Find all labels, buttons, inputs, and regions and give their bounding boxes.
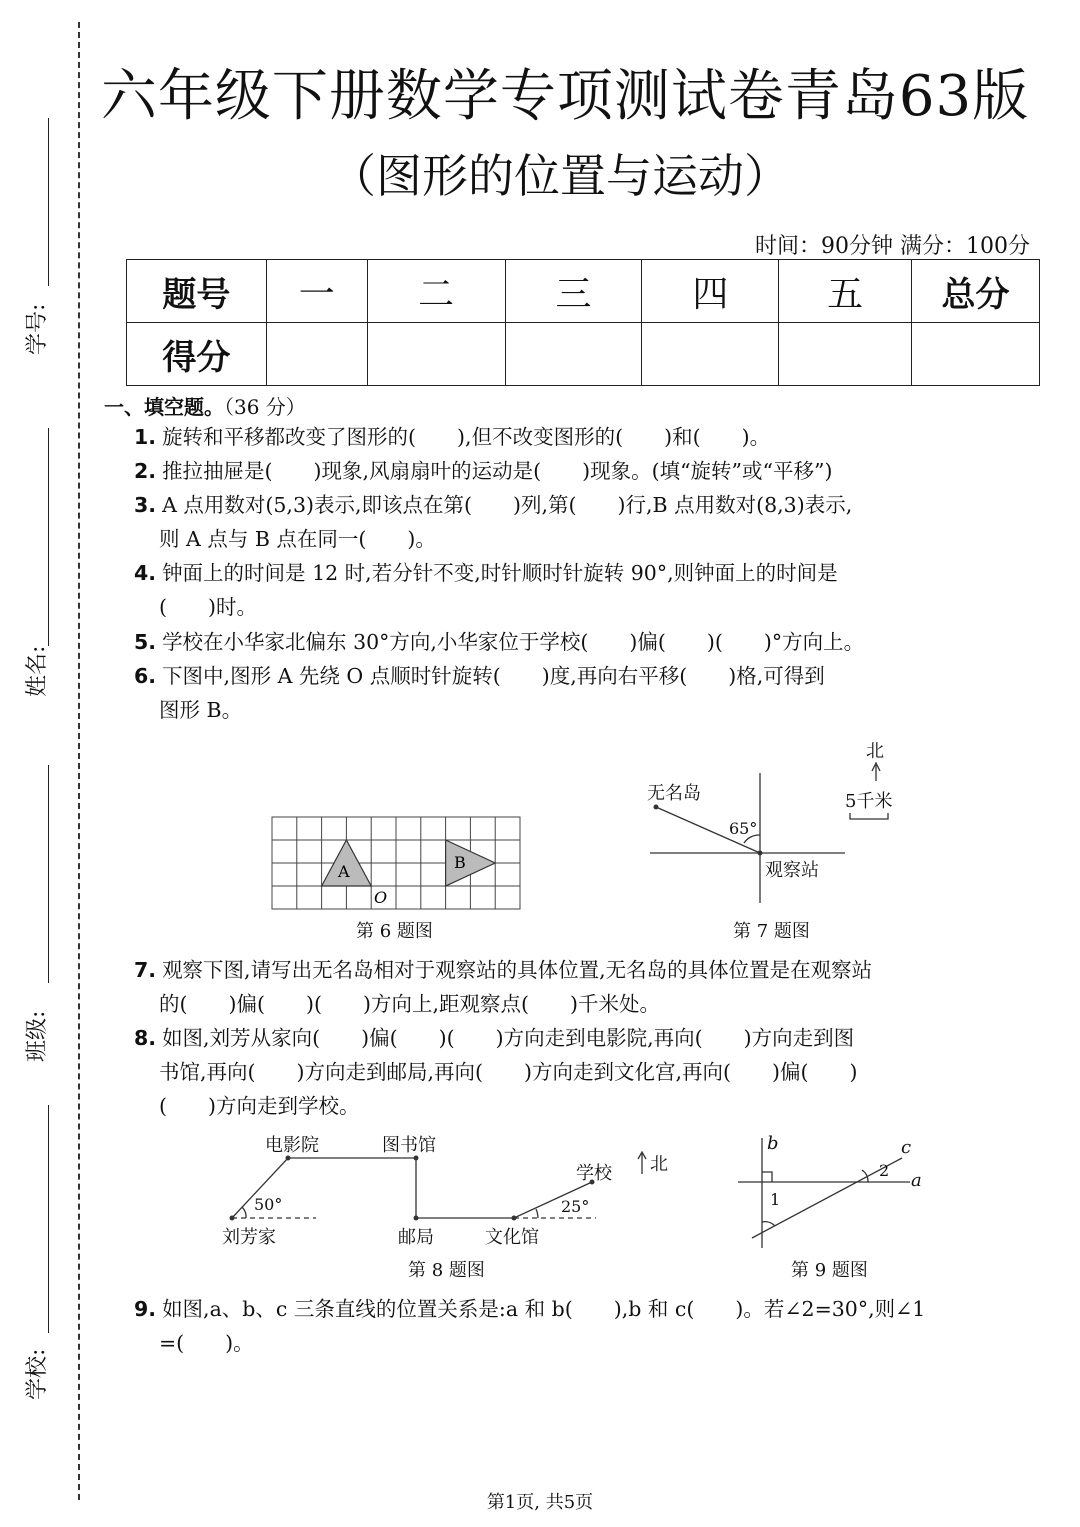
label-line-b: b	[767, 1133, 779, 1154]
cut-line	[78, 22, 80, 1500]
label-angle-2: 2	[879, 1161, 890, 1180]
label-angle-65: 65°	[729, 819, 758, 838]
label-line-a: a	[911, 1170, 922, 1191]
score-table	[126, 259, 1040, 386]
score-table-cell: 二	[367, 260, 505, 323]
page-footer: 第1页, 共5页	[486, 1492, 594, 1513]
label-cinema: 电影院	[265, 1135, 319, 1156]
time-info: 时间：90分钟 满分：100分	[755, 234, 1030, 259]
margin-label-student-id: 学号:	[25, 303, 50, 355]
score-table-cell: 五	[779, 260, 912, 323]
score-table-cell: 总分	[912, 260, 1040, 323]
score-table-cell: 三	[505, 260, 642, 323]
question-2: 2. 推拉抽屉是( )现象,风扇扇叶的运动是( )现象。(填“旋转”或“平移”)	[134, 459, 833, 483]
label-library: 图书馆	[382, 1135, 436, 1156]
margin-line	[48, 428, 49, 646]
label-post-office: 邮局	[398, 1227, 434, 1248]
score-table-score-row	[127, 323, 1040, 386]
label-culture-hall: 文化馆	[485, 1227, 539, 1248]
score-input-cell[interactable]	[505, 323, 642, 386]
figure-6-grid	[270, 815, 522, 911]
label-scale: 5千米	[845, 791, 893, 812]
margin-line	[48, 1105, 49, 1333]
score-table-header-row	[127, 260, 1040, 323]
question-6: 6. 下图中,图形 A 先绕 O 点顺时针旋转( )度,再向右平移( )格,可得到 图形 B。	[134, 664, 825, 722]
figure-6-caption: 第 6 题图	[356, 921, 433, 942]
score-table-cell: 一	[266, 260, 367, 323]
score-input-cell[interactable]	[912, 323, 1040, 386]
label-angle-1: 1	[770, 1190, 781, 1209]
figure-9-caption: 第 9 题图	[791, 1260, 868, 1281]
section-title: 一、填空题。（36 分）	[104, 395, 306, 419]
figure-7-caption: 第 7 题图	[733, 921, 810, 942]
page-title: 六年级下册数学专项测试卷青岛63版	[100, 64, 1030, 129]
margin-label-class: 班级:	[25, 1010, 50, 1062]
figure-9-lines	[730, 1134, 930, 1254]
island-point	[654, 805, 659, 810]
page-subtitle: （图形的位置与运动）	[330, 149, 790, 203]
score-table-cell: 得分	[127, 323, 267, 386]
label-angle-50: 50°	[254, 1195, 283, 1214]
label-station: 观察站	[765, 860, 819, 881]
score-input-cell[interactable]	[779, 323, 912, 386]
question-8: 8. 如图,刘芳从家向( )偏( )( )方向走到电影院,再向( )方向走到图 书馆,再向( )方向走到邮局,再向( )方向走到文化宫,再向( )偏( ) ( )方向走到学校。	[134, 1026, 858, 1118]
label-island: 无名岛	[647, 783, 701, 804]
question-1: 1. 旋转和平移都改变了图形的( ),但不改变图形的( )和( )。	[134, 425, 771, 449]
figure-8-caption: 第 8 题图	[408, 1260, 485, 1281]
question-5: 5. 学校在小华家北偏东 30°方向,小华家位于学校( )偏( )( )°方向上。	[134, 630, 865, 654]
question-7: 7. 观察下图,请写出无名岛相对于观察站的具体位置,无名岛的具体位置是在观察站 的( )偏( )( )方向上,距观察点( )千米处。	[134, 958, 873, 1016]
score-input-cell[interactable]	[367, 323, 505, 386]
score-input-cell[interactable]	[266, 323, 367, 386]
question-3: 3. A 点用数对(5,3)表示,即该点在第( )列,第( )行,B 点用数对(8,3)表示, 则 A 点与 B 点在同一( )。	[134, 493, 853, 551]
question-9: 9. 如图,a、b、c 三条直线的位置关系是:a 和 b( ),b 和 c( )。若∠2=30°,则∠1 =( )。	[134, 1297, 926, 1355]
score-input-cell[interactable]	[642, 323, 779, 386]
margin-label-school: 学校:	[25, 1348, 50, 1400]
label-north: 北	[650, 1154, 668, 1175]
figure-7-diagram	[640, 735, 900, 915]
label-line-c: c	[901, 1137, 912, 1158]
score-table-cell: 四	[642, 260, 779, 323]
label-a: A	[338, 862, 350, 881]
label-o: O	[374, 888, 388, 907]
label-angle-25: 25°	[561, 1197, 590, 1216]
label-school: 学校	[576, 1163, 612, 1184]
label-home: 刘芳家	[222, 1227, 276, 1248]
label-b: B	[454, 853, 466, 872]
north-arrow-icon	[636, 1150, 648, 1176]
margin-line	[48, 765, 49, 983]
question-4: 4. 钟面上的时间是 12 时,若分针不变,时针顺时针旋转 90°,则钟面上的时间是 ( )时。	[134, 561, 838, 619]
score-table-cell: 题号	[127, 260, 267, 323]
label-north: 北	[866, 741, 884, 762]
station-point	[758, 851, 763, 856]
margin-label-name: 姓名:	[25, 645, 50, 697]
